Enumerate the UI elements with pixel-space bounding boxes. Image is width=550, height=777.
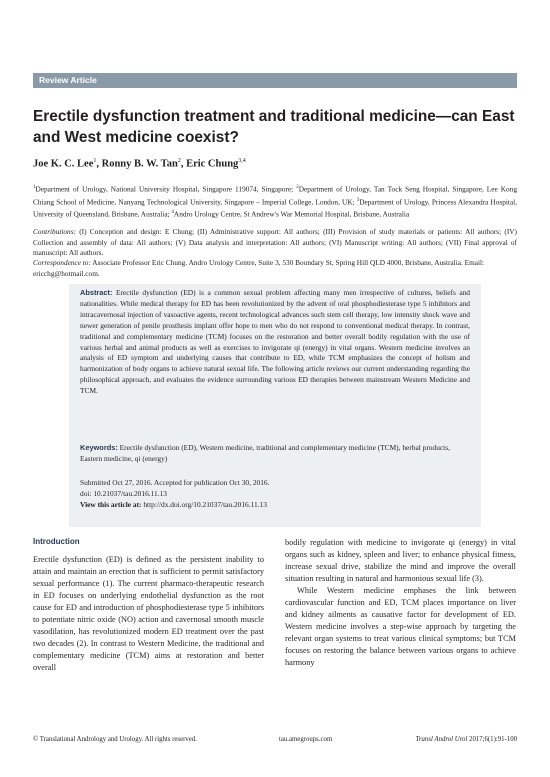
journal-citation: Transl Androl Urol 2017;6(1):91-100: [415, 736, 517, 743]
body-paragraph: While Western medicine emphases the link between cardiovascular function and ED, TCM places importance on liver and kidney ailments as causative factor for development of ED. Western medicine involves a step-wise approach by targeting the relevant organ systems to treat various clinical symptoms; but TCM focuses on restoring the balance between various organs to achieve harmony: [285, 586, 516, 668]
body-paragraph: Erectile dysfunction (ED) is defined as the persistent inability to attain and maintain an erection that is sufficient to permit satisfactory sexual performance (1). The current pharmaco-therapeutic research in ED focuses on underlying endothelial dysfunction as the root cause for ED and introduction of phosphodiesterase type 5 inhibitors to potentiate nitric oxide (NO) action and cavernosal smooth muscle vasodilation, has revolutionized modern ED treatment over the past two decades (2). In contrast to Western Medicine, the traditional and complementary medicine (TCM) aims at restoration and better overall: [33, 555, 264, 673]
view-article-line: [80, 500, 470, 511]
keywords: [80, 443, 470, 465]
abstract-body: Erectile dysfunction (ED) is a common sexual problem affecting many men irrespective of cultures, beliefs and nationalities. While medical therapy for ED has been revolutionized by the advent of oral phosphodiesterase type 5 inhibitors and intracavernosal injection of vasoactive agents, recent technological advances such stem cell therapy, low intensity shock wave and newer generation of penile prosthesis implant offer hope to men who do not respond to conventional medical therapy. In contrast, traditional and complementary medicine (TCM) focuses on the restoration and better overall bodily regulation with the use of various herbal and animal products as well as exercises to invigorate qi (energy) in vital organs. Western medicine involves an analysis of ED symptom and underlying causes that contribute to ED, while TCM emphasizes the concept of holism and harmonization of body organs to achieve natural sexual life. The following article reviews our current understanding regarding the philosophical approach, and evaluates the evidence surrounding various ED therapies between mainstream Western Medicine and TCM.: [80, 288, 470, 396]
author-name: Eric Chung: [186, 158, 239, 170]
body-paragraph: bodily regulation with medicine to invigorate qi (energy) in vital organs such as kidney, spleen and liver; to enhance physical fitness, increase sexual drive, stabilize the mind and improve the overall situation resulting in natural and harmonious sexual life (3).: [285, 538, 516, 584]
author-list: Joe K. C. Lee$^1$, Ronny B. W. Tan$^2$, Eric Chung$^{3,4}$: [33, 158, 246, 170]
correspondence: Correspondence to: Associate Professor Eric Chung. Andro Urology Centre, Suite 3, 530 Boundary St, Spring Hill QLD 4000, Brisbane, Australia. Email: ericchg@hotmail.com.: [33, 258, 485, 278]
page-footer: [33, 736, 517, 748]
abstract-label: Abstract:: [80, 288, 113, 297]
journal-website[interactable]: tau.amegroups.com: [279, 736, 333, 743]
contributions-label: Contributions:: [33, 227, 76, 236]
correspondence-label: Correspondence to:: [33, 258, 91, 267]
section-heading-introduction: Introduction: [33, 537, 80, 546]
author-contributions: Contributions: (I) Conception and design: E Chung; (II) Administrative support: All authors; (III) Provision of study materials or patients: All authors; (IV) Collection and assembly of data: All authors; (V) Data analysis and interpretation: All authors; (VI) Manuscript writing: All authors; (VII) Final approval of manuscript: All authors.: [33, 227, 517, 257]
author-affiliation-mark: 2: [177, 158, 181, 164]
article-link[interactable]: http://dx.doi.org/10.21037/tau.2016.11.13: [141, 499, 267, 509]
left-column: [33, 537, 264, 674]
author-name: Ronny B. W. Tan: [101, 158, 178, 170]
right-column: [285, 537, 516, 670]
copyright-notice: © Translational Andrology and Urology. All rights reserved.: [33, 736, 197, 743]
view-article-label: View this article at:: [80, 499, 142, 509]
article-type-label: Review Article: [39, 75, 97, 85]
author-affiliation-mark: 3,4: [238, 158, 246, 164]
doi: doi: 10.21037/tau.2016.11.13: [80, 488, 167, 498]
keywords-label: Keywords:: [80, 443, 118, 452]
affiliations: $^1$Department of Urology, National University Hospital, Singapore 119074, Singapore; $^2$Department of Urology, Tan Tock Seng Hospital, Singapore, Lee Kong Chiang School of Medicine, Nanyang Technological University, Singapore – Imperial College, London, UK; $^3$Department of Urology, Princess Alexandra Hospital, University of Queensland, Brisbane, Australia; $^4$Andro Urology Centre, St Andrew's War Memorial Hospital, Brisbane, Australia: [33, 184, 517, 219]
author-name: Joe K. C. Lee: [33, 158, 94, 170]
publication-info: [80, 478, 470, 511]
article-title: Erectile dysfunction treatment and traditional medicine—can East and West medicine coexist?: [33, 108, 515, 146]
author-affiliation-mark: 1: [93, 158, 97, 164]
submission-dates: Submitted Oct 27, 2016. Accepted for publication Oct 30, 2016.: [80, 478, 270, 487]
abstract: [80, 288, 470, 397]
keywords-body: Erectile dysfunction (ED), Western medicine, traditional and complementary medicine (TCM), herbal products, Eastern medicine, qi (energy): [80, 443, 450, 463]
article-type-banner: [33, 73, 517, 88]
